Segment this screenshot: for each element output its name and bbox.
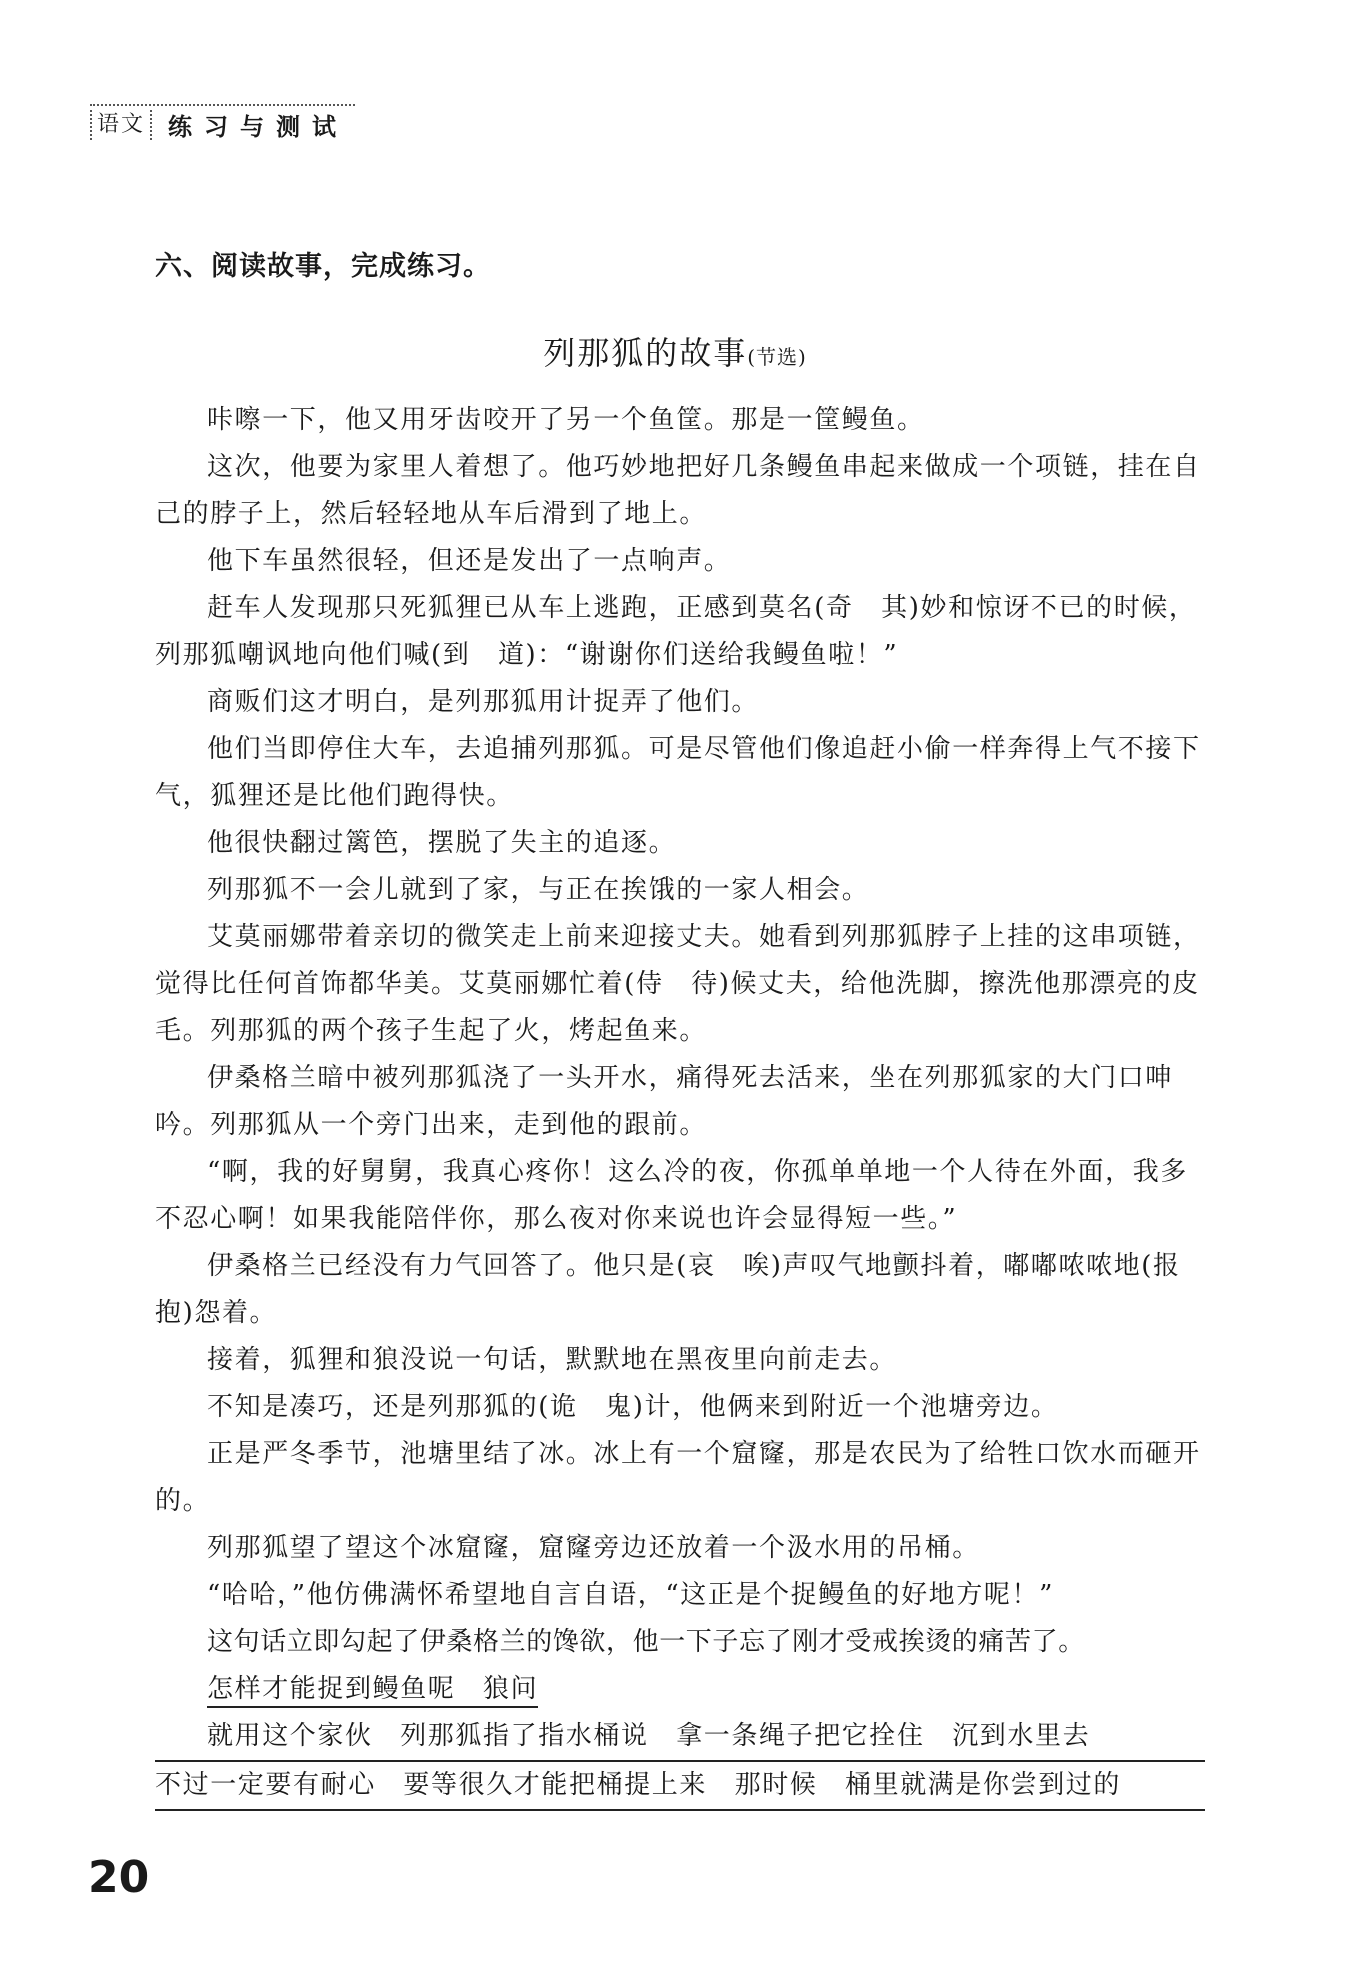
paragraph: 商贩们这才明白，是列那狐用计捉弄了他们。 [207, 687, 760, 717]
page-number: 20 [88, 1852, 150, 1903]
paragraph: 咔嚓一下，他又用牙齿咬开了另一个鱼筐。那是一筐鳗鱼。 [207, 405, 925, 435]
paragraph: 伊桑格兰已经没有力气回答了。他只是(哀 唉)声叹气地颤抖着，嘟嘟哝哝地(报 抱)怨着。 [155, 1251, 1209, 1328]
paragraph: 这句话立即勾起了伊桑格兰的馋欲，他一下子忘了刚才受戒挨烫的痛苦了。 [207, 1627, 1085, 1657]
paragraph: 艾莫丽娜带着亲切的微笑走上前来迎接丈夫。她看到列那狐脖子上挂的这串项链，觉得比任何首饰都华美。艾莫丽娜忙着(侍 待)候丈夫，给他洗脚，擦洗他那漂亮的皮毛。列那狐的两个孩子生起了火，烤起鱼来。 [155, 922, 1201, 1046]
header-dotted-rule [90, 104, 355, 106]
story-title-note: (节选) [747, 345, 807, 369]
paragraph: 他很快翻过篱笆，摆脱了失主的追逐。 [207, 828, 677, 858]
story-body [155, 397, 1209, 1811]
paragraph: 赶车人发现那只死狐狸已从车上逃跑，正感到莫名(奇 其)妙和惊讶不已的时候，列那狐嘲讽地向他们喊(到 道)：“谢谢你们送给我鳗鱼啦！” [155, 593, 1197, 670]
story-title [0, 328, 1350, 374]
paragraph: 正是严冬季节，池塘里结了冰。冰上有一个窟窿，那是农民为了给牲口饮水而砸开的。 [155, 1439, 1201, 1516]
story-title-text: 列那狐的故事 [543, 334, 748, 372]
running-header [90, 104, 355, 144]
paragraph: 他们当即停住大车，去追捕列那狐。可是尽管他们像追赶小偷一样奔得上气不接下气，狐狸还是比他们跑得快。 [155, 734, 1201, 811]
paragraph: “哈哈，”他仿佛满怀希望地自言自语，“这正是个捉鳗鱼的好地方呢！” [207, 1580, 1054, 1610]
paragraph: 他下车虽然很轻，但还是发出了一点响声。 [207, 546, 732, 576]
paragraph: 列那狐不一会儿就到了家，与正在挨饿的一家人相会。 [207, 875, 870, 905]
exercise-paragraph-1 [155, 1666, 1205, 1713]
paragraph: 接着，狐狸和狼没说一句话，默默地在黑夜里向前走去。 [207, 1345, 898, 1375]
book-title: 练习与测试 [168, 113, 348, 141]
paragraph: 不知是凑巧，还是列那狐的(诡 鬼)计，他俩来到附近一个池塘旁边。 [207, 1392, 1059, 1422]
exercise-paragraph-2 [155, 1713, 1205, 1811]
subject-label: 语文 [90, 110, 152, 140]
punctuation-exercise-line: 不过一定要有耐心 要等很久才能把桶提上来 那时候 桶里就满是你尝到过的 [155, 1762, 1205, 1811]
section-heading: 六、阅读故事，完成练习。 [155, 251, 491, 282]
punctuation-exercise-line: 怎样才能捉到鳗鱼呢 狼问 [207, 1674, 538, 1708]
paragraph: 列那狐望了望这个冰窟窿，窟窿旁边还放着一个汲水用的吊桶。 [207, 1533, 980, 1563]
paragraph: “啊，我的好舅舅，我真心疼你！这么冷的夜，你孤单单地一个人待在外面，我多不忍心啊！如果我能陪伴你，那么夜对你来说也许会显得短一些。” [155, 1157, 1188, 1234]
paragraph: 伊桑格兰暗中被列那狐浇了一头开水，痛得死去活来，坐在列那狐家的大门口呻吟。列那狐从一个旁门出来，走到他的跟前。 [155, 1063, 1174, 1140]
paragraph: 这次，他要为家里人着想了。他巧妙地把好几条鳗鱼串起来做成一个项链，挂在自己的脖子上，然后轻轻地从车后滑到了地上。 [155, 452, 1201, 529]
punctuation-exercise-line: 就用这个家伙 列那狐指了指水桶说 拿一条绳子把它拴住 沉到水里去 [155, 1713, 1205, 1762]
